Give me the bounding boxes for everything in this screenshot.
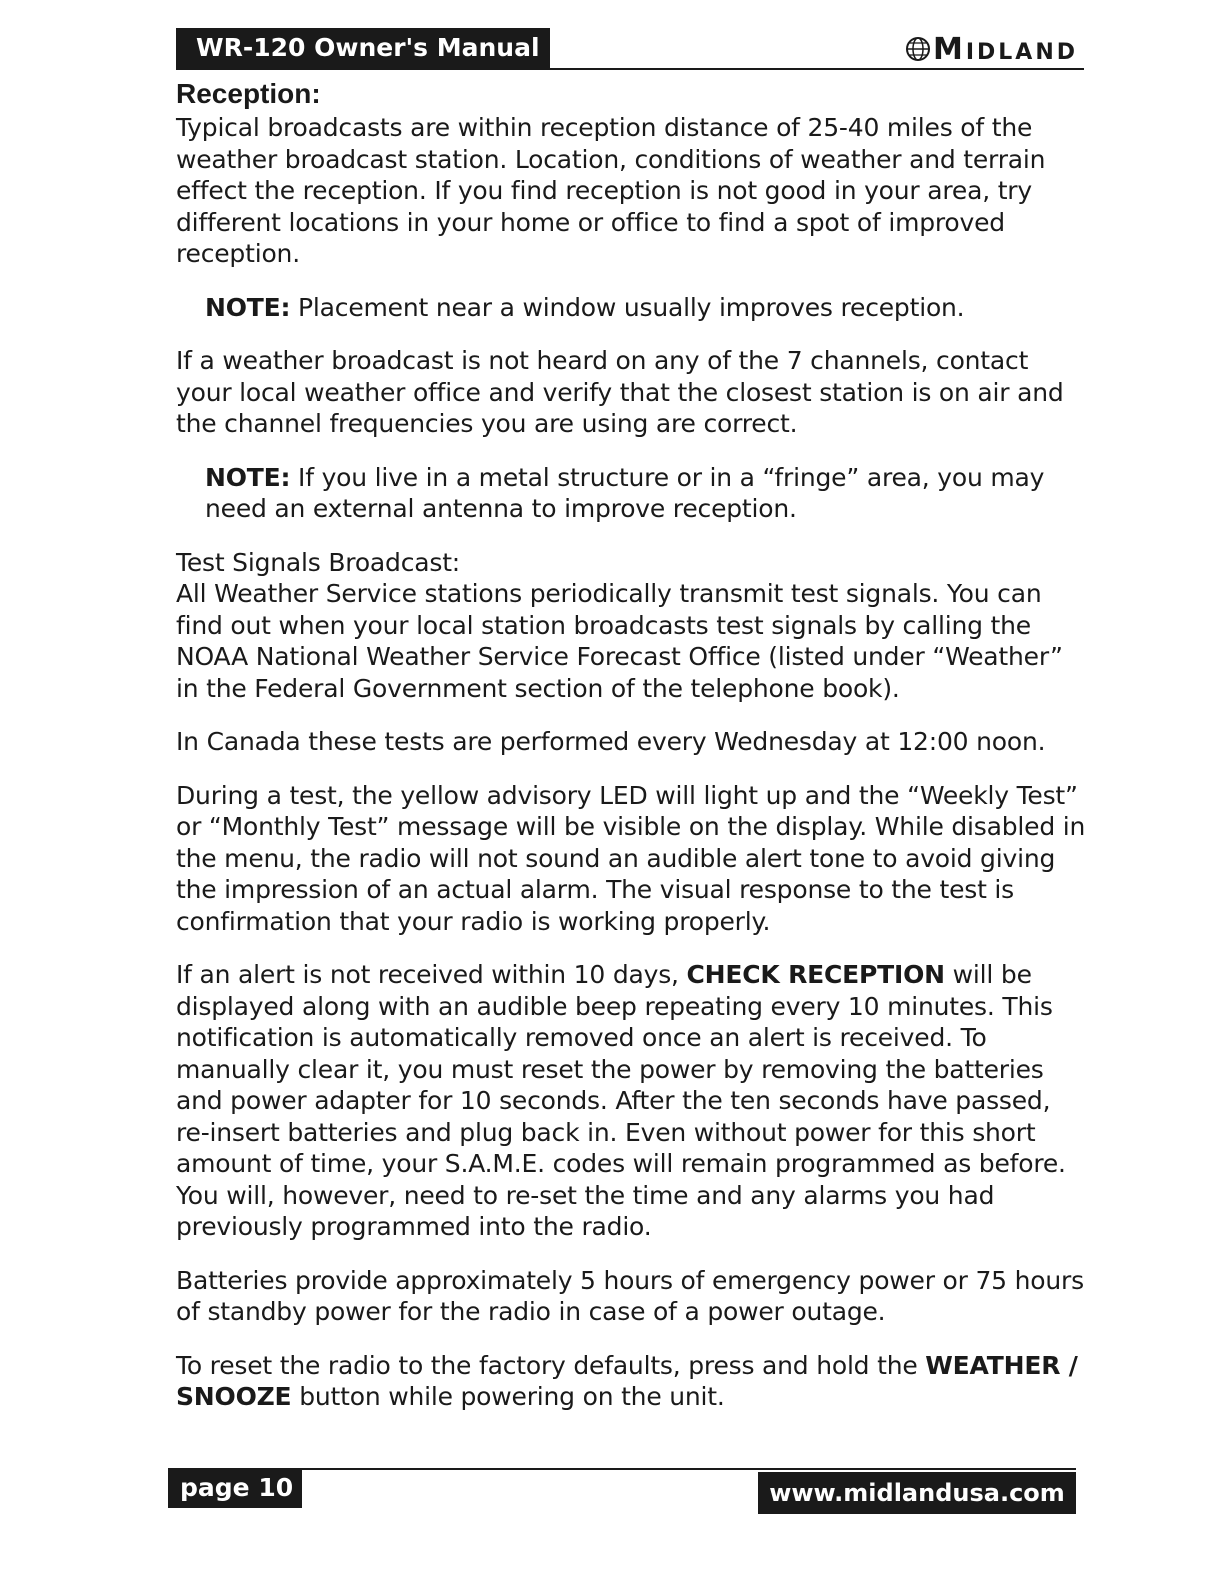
paragraph-factory-reset: To reset the radio to the factory defaults, press and hold the WEATHER / SNOOZE button while powering on the unit. [176, 1350, 1078, 1411]
manual-title: WR-120 Owner's Manual [176, 28, 550, 68]
midland-logo [903, 32, 1078, 66]
globe-icon [903, 34, 933, 64]
note-label: NOTE: [205, 462, 291, 492]
note-window: NOTE: Placement near a window usually improves reception. [205, 292, 965, 322]
test-signals-heading: Test Signals Broadcast: [176, 547, 461, 577]
note-label: NOTE: [205, 292, 291, 322]
paragraph-channels: If a weather broadcast is not heard on any of the 7 channels, contact your local weather office and verify that the closest station is on air and the channel frequencies you are using are correct. [176, 346, 1064, 438]
header-rule [176, 68, 1084, 70]
paragraph-batteries: Batteries provide approximately 5 hours of emergency power or 75 hours of standby power for the radio in case of a power outage. [176, 1265, 1084, 1326]
page-footer [168, 1466, 1076, 1516]
logo-wordmark: MIDLAND [932, 31, 1078, 67]
page-header [176, 28, 1084, 72]
paragraph-canada: In Canada these tests are performed every Wednesday at 12:00 noon. [176, 727, 1046, 756]
footer-rule [302, 1468, 1076, 1470]
page-content [176, 76, 1086, 1413]
website-url: www.midlandusa.com [758, 1472, 1076, 1514]
page-number: page 10 [168, 1468, 302, 1508]
section-heading: Reception: [176, 78, 321, 109]
note-antenna: NOTE: If you live in a metal structure or in a “fringe” area, you may need an external antenna to improve reception. [205, 462, 1045, 523]
paragraph-reception-distance: Typical broadcasts are within reception distance of 25-40 miles of the weather broadcast station. Location, conditions of weather and terrain effect the reception. If you find reception is not good in your area, try different locations in your home or office to find a spot of improved reception. [176, 113, 1046, 268]
paragraph-check-reception: If an alert is not received within 10 days, CHECK RECEPTION will be displayed along with an audible beep repeating every 10 minutes. This notification is automatically removed once an alert is received. To manually clear it, you must reset the power by removing the batteries and power adapter for 10 seconds. After the ten seconds have passed, re-insert batteries and plug back in. Even without power for this short amount of time, your S.A.M.E. codes will remain programmed as before. You will, however, need to re-set the time and any alarms you had previously programmed into the radio. [176, 960, 1066, 1241]
paragraph-test-signals: All Weather Service stations periodically transmit test signals. You can find out when your local station broadcasts test signals by calling the NOAA National Weather Service Forecast Office (listed under “Weather” in the Federal Government section of the telephone book). [176, 579, 1063, 703]
check-reception-text: CHECK RECEPTION [686, 960, 945, 989]
paragraph-during-test: During a test, the yellow advisory LED will light up and the “Weekly Test” or “Monthly Test” message will be visible on the display. While disabled in the menu, the radio will not sound an audible alert tone to avoid giving the impression of an actual alarm. The visual response to the test is confirmation that your radio is working properly. [176, 780, 1086, 936]
weather-snooze-text: WEATHER / SNOOZE [176, 1350, 1078, 1411]
